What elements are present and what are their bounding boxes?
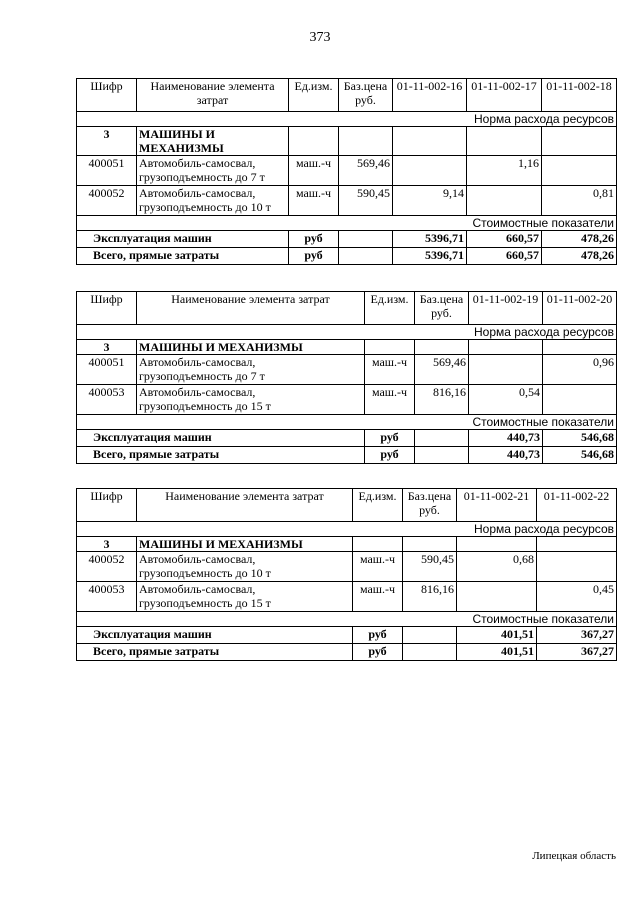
band-norm-row (77, 522, 617, 537)
band-norm: Норма расхода ресурсов (77, 522, 617, 537)
total-row (77, 231, 617, 248)
header-norm-21: 01-11-002-21 (457, 489, 537, 522)
row-value (542, 156, 617, 186)
band-norm: Норма расхода ресурсов (77, 112, 617, 127)
header-row (77, 489, 617, 522)
header-row (77, 292, 617, 325)
total-value: 478,26 (542, 231, 617, 248)
total-row (77, 644, 617, 661)
band-cost: Стоимостные показатели (77, 415, 617, 430)
total-row (77, 627, 617, 644)
row-price: 569,46 (339, 156, 393, 186)
row-value: 9,14 (393, 186, 467, 216)
row-code: 400053 (77, 385, 137, 415)
row-unit: маш.-ч (353, 552, 403, 582)
total-value: 546,68 (543, 447, 617, 464)
row-price: 590,45 (339, 186, 393, 216)
row-price: 590,45 (403, 552, 457, 582)
section-row (77, 537, 617, 552)
total-value: 5396,71 (393, 231, 467, 248)
row-name: Автомобиль-самосвал, грузоподъемность до 10 т (137, 186, 289, 216)
table-row (77, 186, 617, 216)
table-row (77, 582, 617, 612)
row-value (457, 582, 537, 612)
row-unit: маш.-ч (289, 156, 339, 186)
total-value: 660,57 (467, 231, 542, 248)
header-name: Наименование элемента затрат (137, 489, 353, 522)
row-name: Автомобиль-самосвал, грузоподъемность до 15 т (137, 385, 365, 415)
total-unit: руб (365, 430, 415, 447)
row-code: 400051 (77, 355, 137, 385)
row-value: 0,54 (469, 385, 543, 415)
row-code: 400053 (77, 582, 137, 612)
header-code: Шифр (77, 79, 137, 112)
total-label: Эксплуатация машин (77, 627, 353, 644)
row-unit: маш.-ч (365, 355, 415, 385)
row-price: 816,16 (403, 582, 457, 612)
total-row (77, 430, 617, 447)
row-name: Автомобиль-самосвал, грузоподъемность до 15 т (137, 582, 353, 612)
total-label: Всего, прямые затраты (77, 644, 353, 661)
total-label: Эксплуатация машин (77, 231, 289, 248)
band-cost-row (77, 415, 617, 430)
header-row (77, 79, 617, 112)
total-row (77, 447, 617, 464)
header-price: Баз.цена руб. (415, 292, 469, 325)
row-code: 400052 (77, 186, 137, 216)
row-value: 1,16 (467, 156, 542, 186)
section-name: МАШИНЫ И МЕХАНИЗМЫ (137, 340, 365, 355)
row-unit: маш.-ч (353, 582, 403, 612)
row-value (537, 552, 617, 582)
total-unit: руб (365, 447, 415, 464)
row-unit: маш.-ч (365, 385, 415, 415)
header-norm-17: 01-11-002-17 (467, 79, 542, 112)
total-value: 660,57 (467, 248, 542, 265)
total-value: 5396,71 (393, 248, 467, 265)
row-value (469, 355, 543, 385)
header-code: Шифр (77, 292, 137, 325)
total-row (77, 248, 617, 265)
header-norm-20: 01-11-002-20 (543, 292, 617, 325)
total-value: 367,27 (537, 627, 617, 644)
header-name: Наименование элемента затрат (137, 292, 365, 325)
row-price: 816,16 (415, 385, 469, 415)
row-value: 0,81 (542, 186, 617, 216)
band-cost: Стоимостные показатели (77, 612, 617, 627)
total-unit: руб (289, 248, 339, 265)
header-price: Баз.цена руб. (403, 489, 457, 522)
header-code: Шифр (77, 489, 137, 522)
estimate-table-3 (76, 488, 617, 661)
header-unit: Ед.изм. (365, 292, 415, 325)
band-cost-row (77, 216, 617, 231)
row-value: 0,68 (457, 552, 537, 582)
header-norm-18: 01-11-002-18 (542, 79, 617, 112)
header-name: Наименование элемента затрат (137, 79, 289, 112)
section-row (77, 127, 617, 156)
band-cost-row (77, 612, 617, 627)
row-code: 400051 (77, 156, 137, 186)
band-norm-row (77, 325, 617, 340)
band-norm-row (77, 112, 617, 127)
total-value: 440,73 (469, 430, 543, 447)
footer-region: Липецкая область (532, 850, 616, 862)
total-value: 546,68 (543, 430, 617, 447)
row-code: 400052 (77, 552, 137, 582)
section-row (77, 340, 617, 355)
total-value: 440,73 (469, 447, 543, 464)
table-row (77, 552, 617, 582)
total-label: Всего, прямые затраты (77, 248, 289, 265)
header-norm-22: 01-11-002-22 (537, 489, 617, 522)
header-unit: Ед.изм. (353, 489, 403, 522)
total-unit: руб (353, 627, 403, 644)
row-name: Автомобиль-самосвал, грузоподъемность до 10 т (137, 552, 353, 582)
page-number: 373 (309, 30, 331, 45)
row-value (393, 156, 467, 186)
total-value: 367,27 (537, 644, 617, 661)
header-norm-19: 01-11-002-19 (469, 292, 543, 325)
section-name: МАШИНЫ И МЕХАНИЗМЫ (137, 127, 289, 156)
header-norm-16: 01-11-002-16 (393, 79, 467, 112)
section-code: 3 (77, 537, 137, 552)
section-code: 3 (77, 340, 137, 355)
table-row (77, 355, 617, 385)
total-unit: руб (289, 231, 339, 248)
table-row (77, 156, 617, 186)
row-value (467, 186, 542, 216)
estimate-table-1 (76, 78, 617, 265)
section-name: МАШИНЫ И МЕХАНИЗМЫ (137, 537, 353, 552)
header-price: Баз.цена руб. (339, 79, 393, 112)
row-value (543, 385, 617, 415)
section-code: 3 (77, 127, 137, 156)
band-norm: Норма расхода ресурсов (77, 325, 617, 340)
total-label: Всего, прямые затраты (77, 447, 365, 464)
estimate-table-2 (76, 291, 617, 464)
table-row (77, 385, 617, 415)
band-cost: Стоимостные показатели (77, 216, 617, 231)
row-name: Автомобиль-самосвал, грузоподъемность до 7 т (137, 355, 365, 385)
total-label: Эксплуатация машин (77, 430, 365, 447)
row-name: Автомобиль-самосвал, грузоподъемность до 7 т (137, 156, 289, 186)
row-value: 0,96 (543, 355, 617, 385)
header-unit: Ед.изм. (289, 79, 339, 112)
row-price: 569,46 (415, 355, 469, 385)
total-value: 401,51 (457, 627, 537, 644)
total-value: 401,51 (457, 644, 537, 661)
row-unit: маш.-ч (289, 186, 339, 216)
row-value: 0,45 (537, 582, 617, 612)
total-unit: руб (353, 644, 403, 661)
total-value: 478,26 (542, 248, 617, 265)
